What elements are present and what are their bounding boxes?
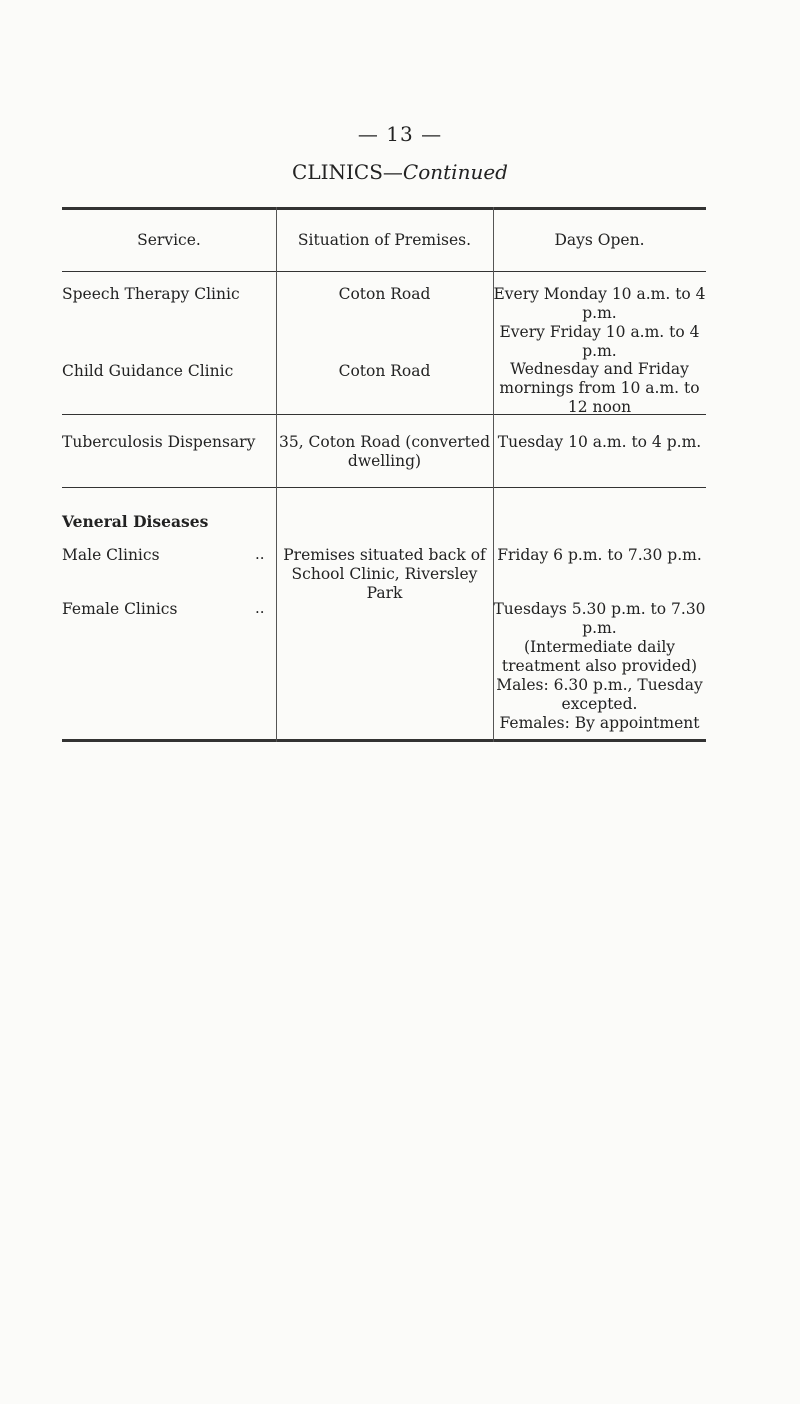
service-male-clinics: Male Clinics [62, 546, 160, 564]
title-main: CLINICS— [292, 160, 403, 184]
header-rule [62, 271, 706, 272]
service-speech-therapy: Speech Therapy Clinic [62, 285, 240, 303]
situation-vd-clinics: Premises situated back of School Clinic, Riversley Park [283, 546, 486, 602]
males-note: Males: 6.30 p.m., Tuesday excepted. [496, 676, 703, 713]
header-service: Service. [137, 231, 201, 249]
days-tuberculosis: Tuesday 10 a.m. to 4 p.m. [497, 433, 702, 451]
row-rule-2 [62, 487, 706, 488]
service-female-clinics: Female Clinics [62, 600, 178, 618]
service-child-guidance: Child Guidance Clinic [62, 362, 234, 380]
days-child-guidance: Wednesday and Friday mornings from 10 a.m. to 12 noon [499, 360, 700, 416]
bottom-rule [62, 739, 706, 742]
female-leader-dots: .. [255, 599, 265, 617]
top-rule [62, 207, 706, 210]
days-speech-therapy-monday: Every Monday 10 a.m. to 4 p.m. [493, 285, 706, 322]
page-title [0, 160, 800, 184]
service-veneral-diseases: Veneral Diseases [62, 512, 209, 531]
title-continued: Continued [402, 160, 508, 184]
situation-child-guidance: Coton Road [338, 362, 431, 380]
days-female-clinics: Tuesdays 5.30 p.m. to 7.30 p.m. [493, 600, 706, 637]
females-note: Females: By appointment [499, 714, 700, 732]
situation-speech-therapy: Coton Road [338, 285, 431, 303]
page-number: — 13 — [357, 122, 443, 146]
clinics-table [62, 207, 706, 742]
situation-tuberculosis: 35, Coton Road (converted dwelling) [278, 433, 491, 470]
header-situation: Situation of Premises. [297, 231, 472, 249]
service-tuberculosis: Tuberculosis Dispensary [62, 433, 256, 451]
header-days: Days Open. [554, 231, 645, 249]
intermediate-treatment-note: (Intermediate daily treatment also provided) [501, 638, 698, 675]
male-leader-dots: .. [255, 545, 265, 563]
days-male-clinics: Friday 6 p.m. to 7.30 p.m. [497, 546, 702, 564]
days-speech-therapy-friday: Every Friday 10 a.m. to 4 p.m. [499, 323, 700, 360]
